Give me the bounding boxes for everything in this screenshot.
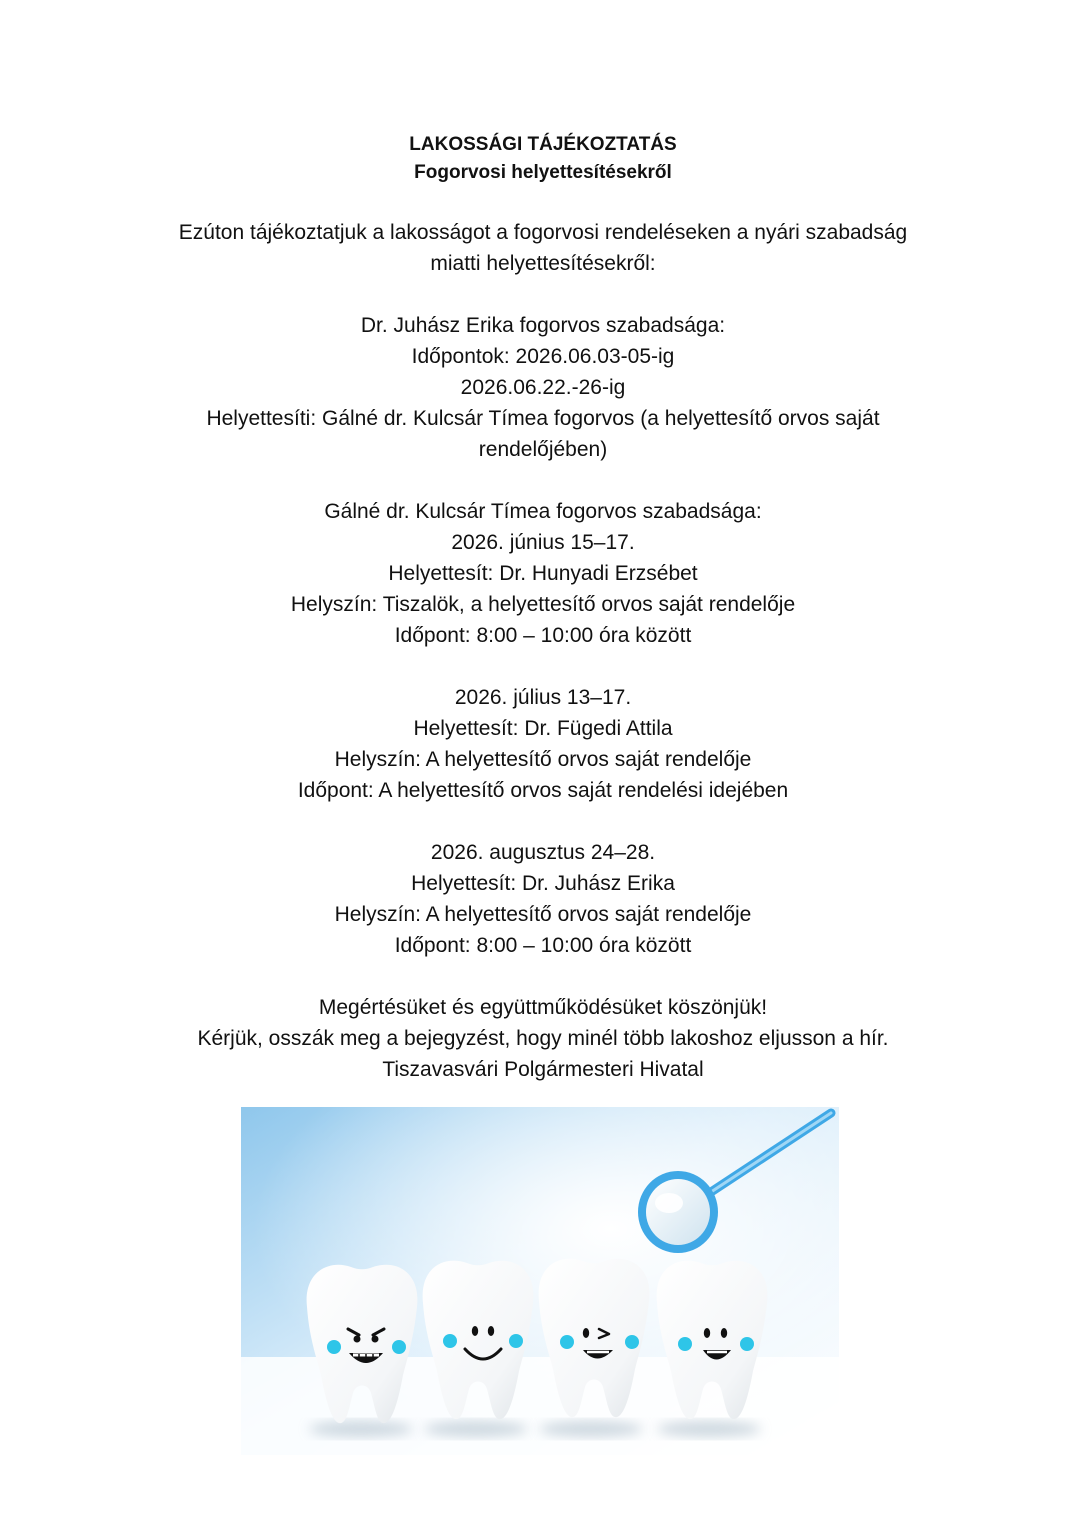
section-line: Helyettesít: Dr. Hunyadi Erzsébet	[388, 562, 698, 585]
section-line: rendelőjében)	[478, 438, 608, 461]
section-kulcsar-august	[0, 837, 1086, 961]
intro-line: Ezúton tájékoztatjuk a lakosságot a fogorvosi rendeléseken a nyári szabadság	[178, 221, 908, 244]
section-line: Időpont: A helyettesítő orvos saját rendelési idejében	[297, 779, 789, 802]
section-line: Helyszín: A helyettesítő orvos saját rendelője	[334, 903, 752, 926]
intro-line: miatti helyettesítésekről:	[430, 252, 656, 275]
section-line: 2026.06.22.-26-ig	[460, 376, 626, 399]
section-line: Helyettesít: Dr. Fügedi Attila	[413, 717, 673, 740]
section-line: Helyettesít: Dr. Juhász Erika	[411, 872, 675, 895]
section-line: Időpont: 8:00 – 10:00 óra között	[394, 624, 692, 647]
section-kulcsar-june	[0, 496, 1086, 651]
notice-title: LAKOSSÁGI TÁJÉKOZTATÁS	[409, 134, 677, 155]
teeth-illustration-svg	[241, 1107, 839, 1455]
section-line: Helyettesíti: Gálné dr. Kulcsár Tímea fogorvos (a helyettesítő orvos saját	[206, 407, 880, 430]
section-line: Helyszín: A helyettesítő orvos saját rendelője	[334, 748, 752, 771]
closing-line: Megértésüket és együttműködésüket köszönjük!	[318, 996, 768, 1019]
notice-text	[0, 131, 1086, 1085]
closing-paragraph	[0, 992, 1086, 1085]
section-kulcsar-july	[0, 682, 1086, 806]
section-line: 2026. június 15–17.	[451, 531, 635, 554]
section-line: Gálné dr. Kulcsár Tímea fogorvos szabadsága:	[324, 500, 762, 523]
section-line: 2026. augusztus 24–28.	[430, 841, 656, 864]
section-line: Dr. Juhász Erika fogorvos szabadsága:	[360, 314, 726, 337]
closing-line: Kérjük, osszák meg a bejegyzést, hogy minél több lakoshoz eljusson a hír.	[197, 1027, 889, 1050]
section-line: Helyszín: Tiszalök, a helyettesítő orvos saját rendelője	[290, 593, 796, 616]
notice-subtitle: Fogorvosi helyettesítésekről	[414, 162, 672, 183]
section-line: Időpont: 8:00 – 10:00 óra között	[394, 934, 692, 957]
section-line: 2026. július 13–17.	[454, 686, 632, 709]
signature-line: Tiszavasvári Polgármesteri Hivatal	[382, 1058, 704, 1081]
section-juhasz-leave	[0, 310, 1086, 465]
intro-paragraph	[0, 217, 1086, 279]
section-line: Időpontok: 2026.06.03-05-ig	[411, 345, 675, 368]
smiling-teeth-illustration	[241, 1107, 839, 1455]
